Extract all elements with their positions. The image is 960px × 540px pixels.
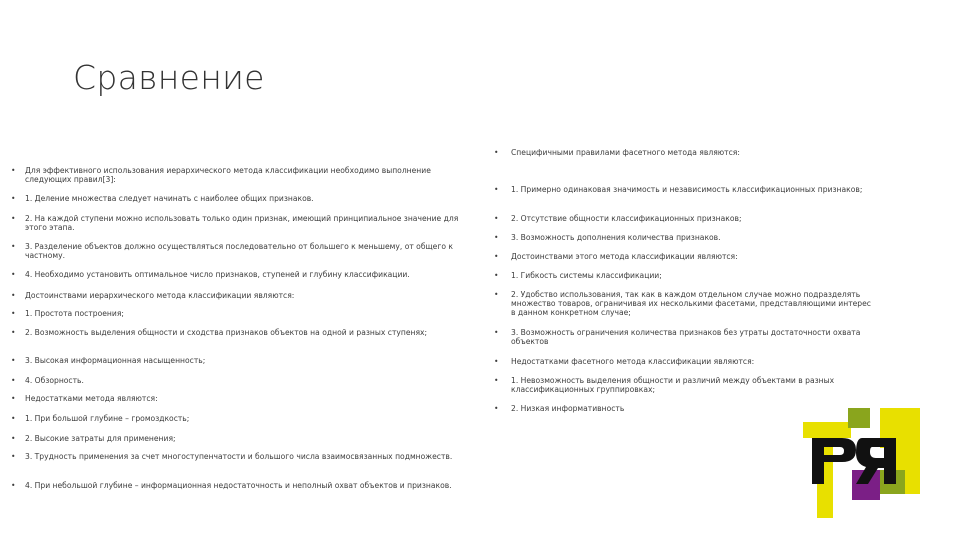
list-item: • 2. Удобство использования, так как в каждом отдельном случае можно подразделять множество товаров, ограничивая их несколькими фасетами, представляющими интерес в данном конкретном случае;: [494, 290, 871, 318]
list-item: • 4. Обзорность.: [11, 376, 84, 385]
list-item: • Достоинствами иерархического метода классификации являются:: [11, 291, 295, 300]
bullet-icon: •: [11, 394, 16, 403]
list-item: • Специфичными правилами фасетного метода являются:: [494, 148, 740, 157]
slide-title: Сравнение: [73, 58, 265, 97]
bullet-icon: •: [11, 414, 16, 423]
list-item: • 3. Возможность ограничения количества признаков без утраты достаточности охвата объектов: [494, 328, 861, 347]
bullet-icon: •: [11, 214, 16, 223]
list-item: • Для эффективного использования иерархического метода классификации необходимо выполнение следующих правил[3]:: [11, 166, 431, 185]
bullet-icon: •: [11, 242, 16, 251]
bullet-icon: •: [11, 194, 16, 203]
list-item: • 1. При большой глубине – громоздкость;: [11, 414, 190, 423]
bullet-icon: •: [11, 356, 16, 365]
bullet-icon: •: [11, 452, 16, 461]
list-item: • 4. При небольшой глубине – информационная недостаточность и неполный охват объектов и признаков.: [11, 481, 452, 490]
list-item: • 3. Трудность применения за счет многоступенчатости и большого числа взаимосвязанных подмножеств.: [11, 452, 453, 461]
list-item: • 4. Необходимо установить оптимальное число признаков, ступеней и глубину классификации.: [11, 270, 410, 279]
bullet-icon: •: [494, 357, 499, 366]
list-item: • 2. Возможность выделения общности и сходства признаков объектов на одной и разных ступенях;: [11, 328, 428, 337]
list-item: • 2. Низкая информативность: [494, 404, 625, 413]
bullet-icon: •: [494, 290, 499, 299]
bullet-icon: •: [11, 481, 16, 490]
list-item: • 3. Разделение объектов должно осуществляться последовательно от большего к меньшему, от общего к частному.: [11, 242, 453, 261]
bullet-icon: •: [494, 233, 499, 242]
bullet-icon: •: [11, 291, 16, 300]
bullet-icon: •: [494, 271, 499, 280]
bullet-icon: •: [494, 214, 499, 223]
list-item: • 3. Высокая информационная насыщенность;: [11, 356, 206, 365]
bullet-icon: •: [494, 148, 499, 157]
list-item: • 1. Примерно одинаковая значимость и независимость классификационных признаков;: [494, 185, 863, 194]
bullet-icon: •: [494, 328, 499, 337]
bullet-icon: •: [494, 404, 499, 413]
list-item: • 1. Невозможность выделения общности и различий между объектами в разных классификационных группировках;: [494, 376, 835, 395]
bullet-icon: •: [11, 376, 16, 385]
list-item: • Недостатками фасетного метода классификации являются:: [494, 357, 755, 366]
bullet-icon: •: [11, 434, 16, 443]
list-item: • 3. Возможность дополнения количества признаков.: [494, 233, 721, 242]
list-item: • 2. Отсутствие общности классификационных признаков;: [494, 214, 742, 223]
bullet-icon: •: [11, 309, 16, 318]
bullet-icon: •: [11, 166, 16, 175]
bullet-icon: •: [494, 252, 499, 261]
list-item: • 1. Гибкость системы классификации;: [494, 271, 662, 280]
list-item: • 1. Деление множества следует начинать с наиболее общих признаков.: [11, 194, 314, 203]
list-item: • 2. На каждой ступени можно использовать только один признак, имеющий принципиальное значение для этого этапа.: [11, 214, 459, 233]
bullet-icon: •: [494, 185, 499, 194]
bullet-icon: •: [11, 328, 16, 337]
list-item: • 2. Высокие затраты для применения;: [11, 434, 176, 443]
list-item: • 1. Простота построения;: [11, 309, 124, 318]
bullet-icon: •: [11, 270, 16, 279]
list-item: • Достоинствами этого метода классификации являются:: [494, 252, 738, 261]
list-item: • Недостатками метода являются:: [11, 394, 158, 403]
bullet-icon: •: [494, 376, 499, 385]
